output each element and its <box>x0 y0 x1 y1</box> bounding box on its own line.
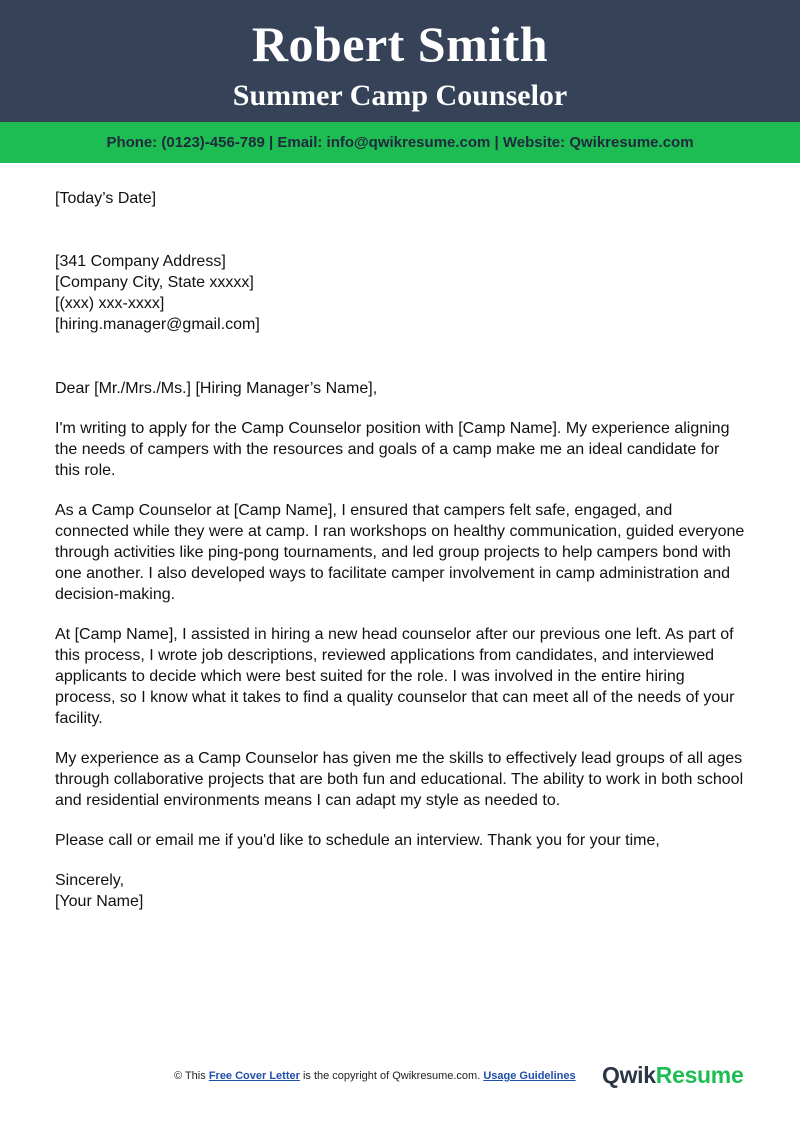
recipient-email: [hiring.manager@gmail.com] <box>55 316 260 333</box>
letter-date: [Today’s Date] <box>55 190 157 207</box>
footer <box>0 1058 800 1098</box>
closing: Sincerely, <box>55 872 125 889</box>
salutation: Dear [Mr./Mrs./Ms.] [Hiring Manager’s Name], <box>55 380 378 397</box>
signature-name: [Your Name] <box>55 893 144 910</box>
recipient-block <box>55 251 745 335</box>
letter-body <box>55 188 745 912</box>
applicant-name: Robert Smith <box>251 16 549 72</box>
header-banner <box>0 0 800 122</box>
paragraph-closing: Please call or email me if you'd like to schedule an interview. Thank you for your time, <box>55 832 660 849</box>
usage-guidelines-link[interactable]: Usage Guidelines <box>483 1070 576 1082</box>
paragraph-hiring: At [Camp Name], I assisted in hiring a new head counselor after our previous one left. As part of this process, I wrote job descriptions, reviewed applications from candidates, and interviewed applicants to decide which were best suited for the role. I was involved in the entire hiring process, so I know what it takes to find a quality counselor that can meet all of the needs of your facility. <box>55 626 735 727</box>
job-title: Summer Camp Counselor <box>232 79 568 112</box>
copyright-middle: is the copyright of Qwikresume.com. <box>299 1070 484 1082</box>
recipient-city: [Company City, State xxxxx] <box>55 274 254 291</box>
free-cover-letter-link[interactable]: Free Cover Letter <box>208 1070 300 1082</box>
paragraph-intro: I'm writing to apply for the Camp Counselor position with [Camp Name]. My experience aligning the needs of campers with the resources and goals of a camp make me an ideal candidate for this role. <box>55 420 730 479</box>
recipient-phone: [(xxx) xxx-xxxx] <box>55 295 165 312</box>
copyright-prefix: © This <box>174 1070 209 1082</box>
recipient-address: [341 Company Address] <box>55 253 226 270</box>
paragraph-experience: As a Camp Counselor at [Camp Name], I ensured that campers felt safe, engaged, and connected while they were at camp. I ran workshops on healthy communication, guided everyone through activities like ping-pong tournaments, and led group projects to help campers bond with one another. I also developed ways to facilitate camper involvement in camp administration and decision-making. <box>55 502 745 603</box>
copyright-note <box>174 1070 576 1082</box>
logo-part-resume: Resume <box>655 1062 744 1088</box>
paragraph-skills: My experience as a Camp Counselor has given me the skills to effectively lead groups of all ages through collaborative projects that are both fun and educational. The ability to work in both school and residential environments means I can adapt my style as needed to. <box>55 750 744 809</box>
logo-part-qwik: Qwik <box>602 1062 656 1088</box>
qwikresume-logo[interactable] <box>602 1062 743 1089</box>
contact-bar: Phone: (0123)-456-789 | Email: info@qwikresume.com | Website: Qwikresume.com <box>0 122 800 163</box>
